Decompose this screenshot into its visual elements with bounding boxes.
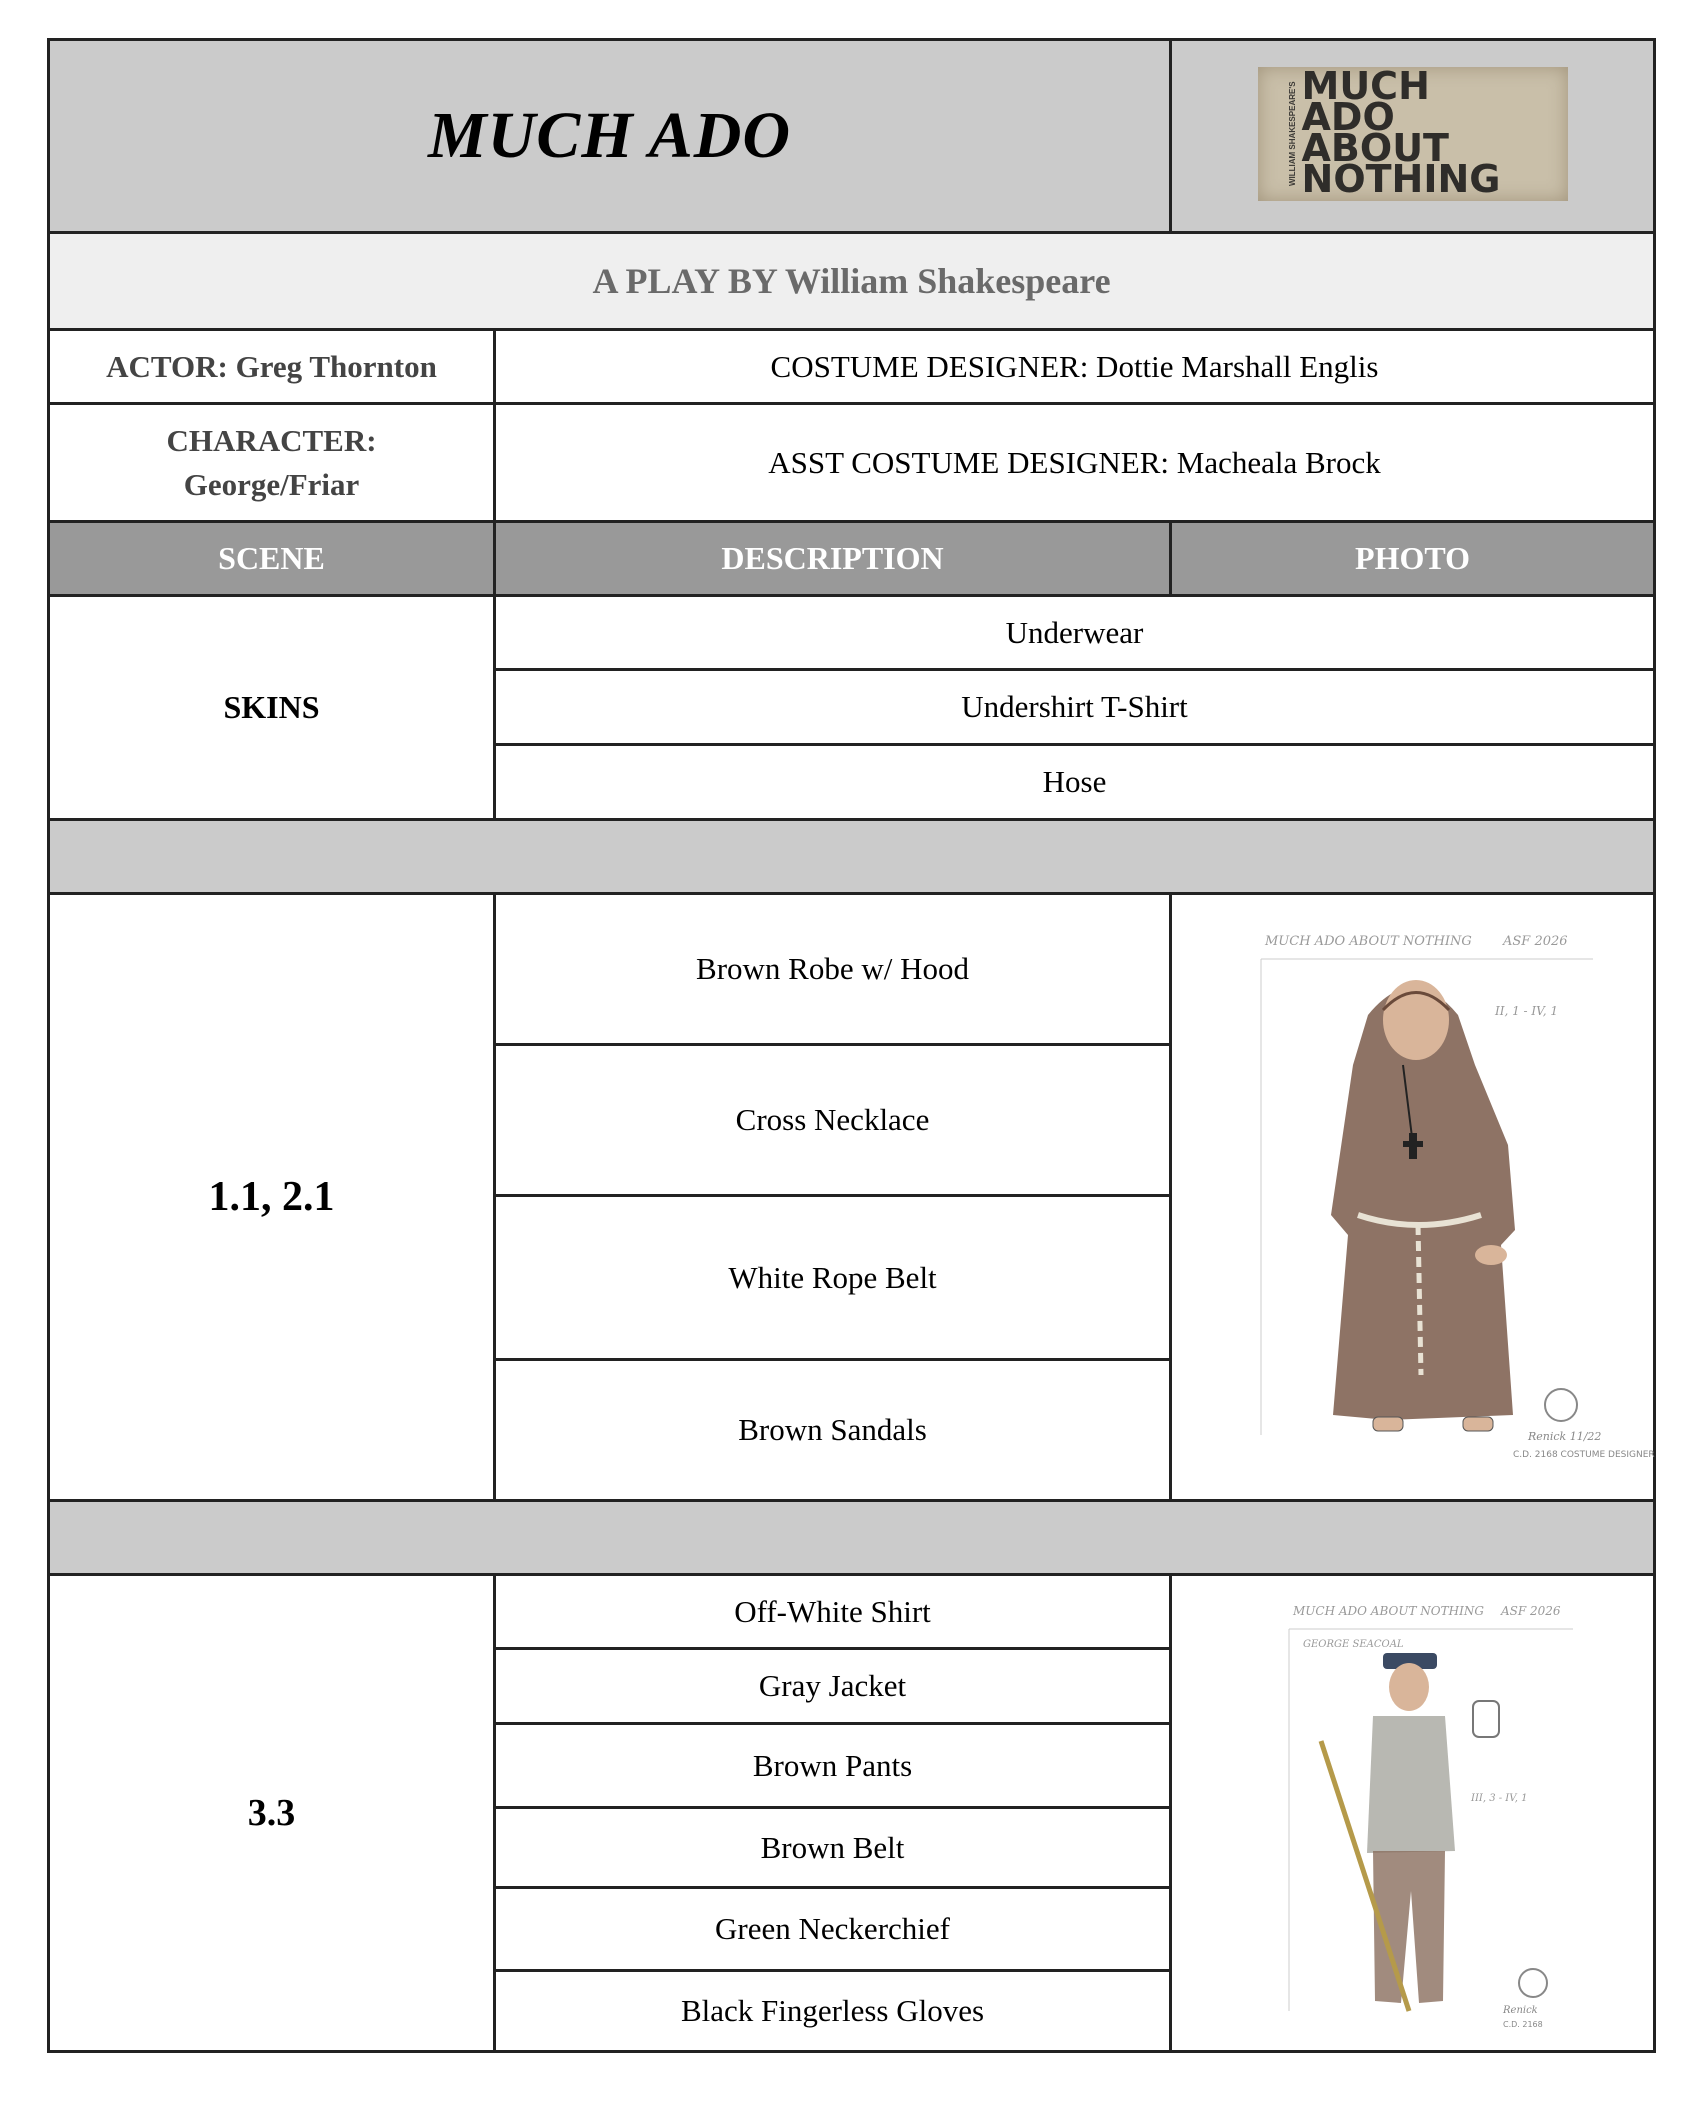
costume-item: Cross Necklace xyxy=(495,1045,1171,1196)
page-title: MUCH ADO xyxy=(427,99,792,172)
title-cell xyxy=(49,40,1171,233)
column-header-description: DESCRIPTION xyxy=(495,522,1171,596)
costume-table xyxy=(47,38,1656,2053)
sketch-label: GEORGE SEACOAL xyxy=(1302,1638,1404,1650)
logo-word: NOTHING xyxy=(1301,156,1501,201)
section-divider xyxy=(49,820,1655,894)
sketch-stamp: C.D. 2168 xyxy=(1502,2019,1543,2029)
subtitle: A PLAY BY William Shakespeare xyxy=(49,233,1655,330)
costume-plot xyxy=(47,38,1653,2053)
logo-word: ABOUT xyxy=(1301,125,1449,170)
costume-item: Hose xyxy=(495,745,1655,820)
sketch-header-right: ASF 2026 xyxy=(1502,933,1568,949)
logo-word: MUCH xyxy=(1301,63,1430,108)
lantern xyxy=(1473,1701,1499,1737)
sketch-signature: Renick xyxy=(1502,2004,1538,2016)
sketch-note: III, 3 - IV, 1 xyxy=(1470,1792,1527,1804)
costume-item: Brown Belt xyxy=(495,1808,1171,1888)
actor-label: ACTOR: Greg Thornton xyxy=(49,330,495,404)
sketch-note: II, 1 - IV, 1 xyxy=(1494,1003,1558,1018)
sketch-header-left: MUCH ADO ABOUT NOTHING xyxy=(1292,1603,1484,1618)
costume-item: Undershirt T-Shirt xyxy=(495,670,1655,745)
scene-cell: SKINS xyxy=(49,596,495,820)
costume-sketch-cell xyxy=(1171,894,1655,1501)
seacoal-sketch xyxy=(1233,1591,1593,2031)
logo-cell xyxy=(1171,40,1655,233)
logo-word: ADO xyxy=(1301,94,1395,139)
friar-sketch xyxy=(1213,915,1655,1475)
jacket-shape xyxy=(1367,1716,1455,1853)
section-divider xyxy=(49,1501,1655,1575)
character-label: CHARACTER: George/Friar xyxy=(49,404,495,522)
scene-cell: 3.3 xyxy=(49,1575,495,2052)
costume-item: Brown Robe w/ Hood xyxy=(495,894,1171,1045)
costume-item: Underwear xyxy=(495,596,1655,670)
costume-item: Gray Jacket xyxy=(495,1649,1171,1724)
costume-item: Brown Sandals xyxy=(495,1360,1171,1501)
costume-sketch-cell xyxy=(1171,1575,1655,2052)
designer-stamp xyxy=(1545,1389,1577,1421)
logo-side-text: WILLIAM SHAKESPEARE'S xyxy=(1287,81,1297,186)
costume-item: Brown Pants xyxy=(495,1724,1171,1808)
column-header-photo: PHOTO xyxy=(1171,522,1655,596)
asst-costume-designer: ASST COSTUME DESIGNER: Macheala Brock xyxy=(495,404,1655,522)
scene-cell: 1.1, 2.1 xyxy=(49,894,495,1501)
costume-item: Black Fingerless Gloves xyxy=(495,1971,1171,2052)
costume-item: Green Neckerchief xyxy=(495,1888,1171,1971)
designer-stamp xyxy=(1519,1969,1547,1997)
column-header-scene: SCENE xyxy=(49,522,495,596)
costume-item: White Rope Belt xyxy=(495,1196,1171,1360)
sketch-signature: Renick 11/22 xyxy=(1527,1429,1601,1443)
sketch-stamp: C.D. 2168 COSTUME DESIGNER xyxy=(1512,1449,1655,1460)
costume-designer: COSTUME DESIGNER: Dottie Marshall Englis xyxy=(495,330,1655,404)
sketch-header-left: MUCH ADO ABOUT NOTHING xyxy=(1264,933,1472,949)
play-logo xyxy=(1258,63,1568,201)
costume-item: Off-White Shirt xyxy=(495,1575,1171,1649)
sketch-header-right: ASF 2026 xyxy=(1500,1603,1561,1618)
